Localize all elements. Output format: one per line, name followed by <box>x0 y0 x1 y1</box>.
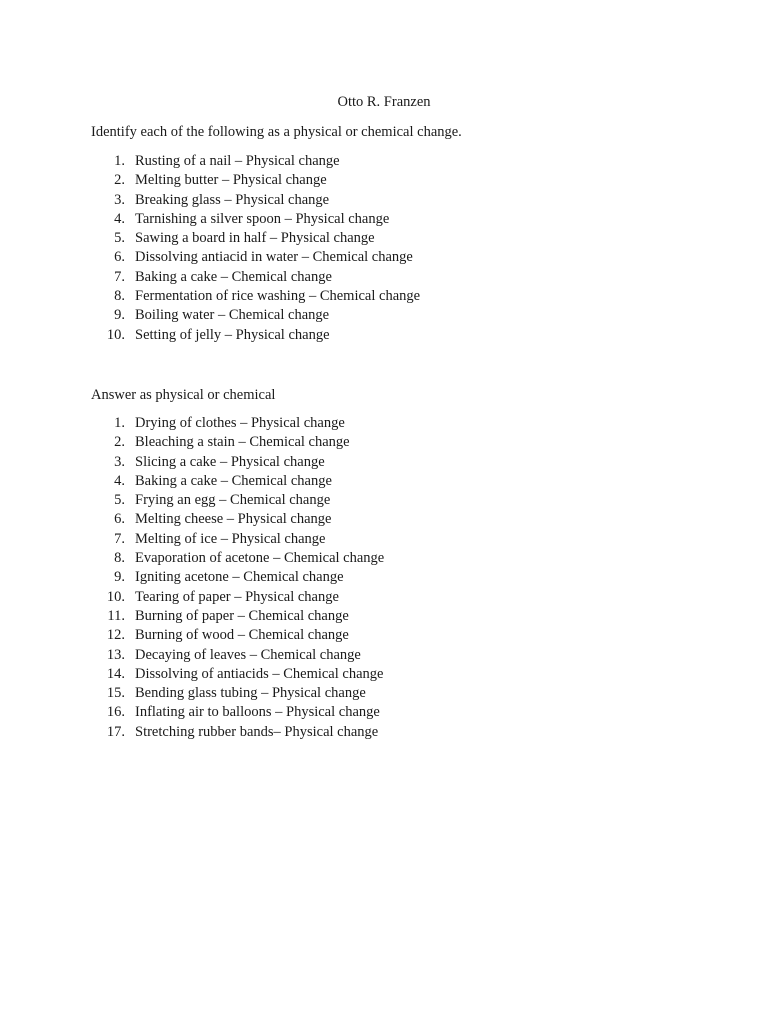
list-item-text: Bending glass tubing – Physical change <box>135 685 366 702</box>
list-item-text: Tearing of paper – Physical change <box>135 588 339 605</box>
list-item-text: Fermentation of rice washing – Chemical change <box>135 288 421 305</box>
list-item-number: 3. <box>114 453 125 470</box>
list-item <box>91 491 384 510</box>
list-item <box>91 229 420 248</box>
list-item <box>91 723 384 742</box>
list-item-number: 8. <box>114 550 125 567</box>
list-item-number: 5. <box>114 492 125 509</box>
list-item-number: 13. <box>106 646 125 663</box>
list-item-number: 12. <box>106 627 125 644</box>
list-item <box>91 472 384 491</box>
section1-heading: Identify each of the following as a physical or chemical change. <box>91 124 462 140</box>
list-item-number: 15. <box>106 685 125 702</box>
list-item-text: Breaking glass – Physical change <box>135 191 330 208</box>
list-item-number: 14. <box>106 665 125 682</box>
list-item-number: 17. <box>106 723 125 740</box>
list-item-text: Melting of ice – Physical change <box>135 530 326 547</box>
list-item-number: 9. <box>114 569 125 586</box>
list-item-number: 8. <box>114 288 125 305</box>
list-item-number: 1. <box>114 153 125 169</box>
list-item <box>91 191 420 210</box>
list-item-text: Baking a cake – Chemical change <box>135 472 332 489</box>
list-item-number: 3. <box>114 191 125 208</box>
list-item <box>91 414 384 433</box>
list-item-text: Igniting acetone – Chemical change <box>135 569 344 586</box>
list-item-text: Stretching rubber bands– Physical change <box>135 723 379 740</box>
list-item-number: 9. <box>114 307 125 324</box>
list-item <box>91 152 420 171</box>
list-item-number: 16. <box>106 704 125 721</box>
list-item <box>91 433 384 452</box>
list-item-text: Burning of paper – Chemical change <box>135 607 349 624</box>
author-name: Otto R. Franzen <box>337 94 431 110</box>
list-item <box>91 326 420 345</box>
list-item-text: Sawing a board in half – Physical change <box>135 230 375 247</box>
list-item-number: 6. <box>114 249 125 266</box>
list-item <box>91 268 420 287</box>
list-item-text: Drying of clothes – Physical change <box>135 415 345 431</box>
list-item <box>91 287 420 306</box>
list-item-number: 10. <box>106 326 125 343</box>
list-item-text: Setting of jelly – Physical change <box>135 326 330 343</box>
list-item <box>91 210 420 229</box>
list-item-number: 4. <box>114 472 125 489</box>
list-item-text: Evaporation of acetone – Chemical change <box>135 550 385 567</box>
list-item <box>91 171 420 190</box>
list-item <box>91 703 384 722</box>
list-item <box>91 626 384 645</box>
list-item-text: Baking a cake – Chemical change <box>135 268 332 285</box>
list-item-text: Slicing a cake – Physical change <box>135 453 325 470</box>
list-item-number: 5. <box>114 230 125 247</box>
list-item-text: Burning of wood – Chemical change <box>135 627 349 644</box>
section2-list <box>91 414 384 742</box>
list-item-number: 6. <box>114 511 125 528</box>
list-item <box>91 665 384 684</box>
list-item-text: Melting butter – Physical change <box>135 172 327 189</box>
list-item-number: 2. <box>114 434 125 451</box>
list-item <box>91 646 384 665</box>
list-item-text: Inflating air to balloons – Physical change <box>135 704 380 721</box>
list-item-number: 7. <box>114 268 125 285</box>
list-item-text: Dissolving of antiacids – Chemical change <box>135 665 384 682</box>
list-item-text: Dissolving antiacid in water – Chemical change <box>135 249 413 266</box>
list-item-text: Tarnishing a silver spoon – Physical change <box>135 210 390 227</box>
list-item-text: Frying an egg – Chemical change <box>135 492 331 509</box>
list-item-text: Melting cheese – Physical change <box>135 511 332 528</box>
list-item <box>91 306 420 325</box>
list-item <box>91 684 384 703</box>
list-item <box>91 568 384 587</box>
list-item-text: Boiling water – Chemical change <box>135 307 330 324</box>
list-item <box>91 248 420 267</box>
list-item <box>91 549 384 568</box>
list-item-number: 7. <box>114 530 125 547</box>
list-item-number: 11. <box>107 607 125 624</box>
list-item-number: 1. <box>114 415 125 431</box>
section1-list <box>91 152 420 345</box>
list-item-text: Decaying of leaves – Chemical change <box>135 646 361 663</box>
section2-heading: Answer as physical or chemical <box>91 387 276 403</box>
list-item-number: 4. <box>114 210 125 227</box>
list-item <box>91 453 384 472</box>
list-item-text: Rusting of a nail – Physical change <box>135 153 340 169</box>
list-item-text: Bleaching a stain – Chemical change <box>135 434 350 451</box>
list-item <box>91 588 384 607</box>
list-item-number: 10. <box>106 588 125 605</box>
list-item <box>91 607 384 626</box>
list-item <box>91 510 384 529</box>
list-item <box>91 530 384 549</box>
list-item-number: 2. <box>114 172 125 189</box>
